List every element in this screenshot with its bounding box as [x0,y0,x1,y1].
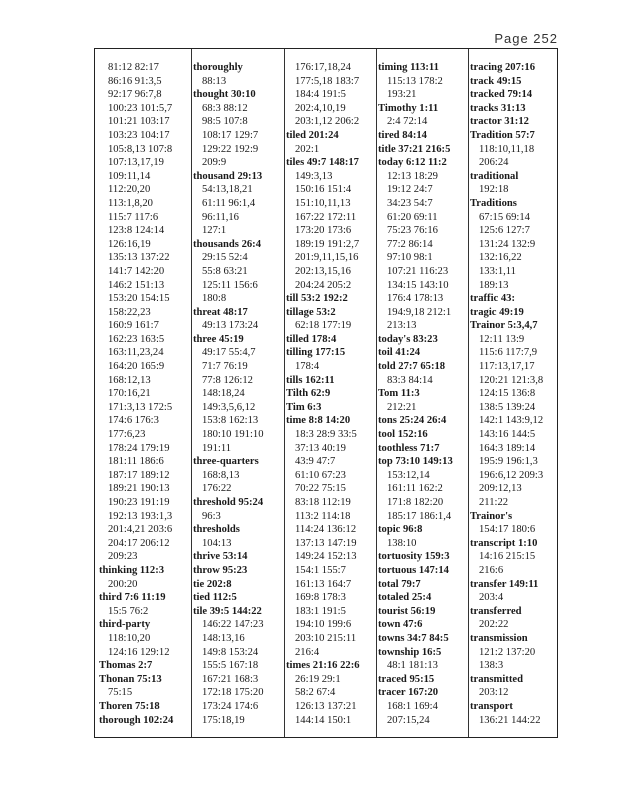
index-reference: 144:14 150:1 [295,714,352,726]
index-reference: 138:10 [387,537,417,549]
index-term: thinking 112:3 [99,564,165,576]
index-reference: 137:13 147:19 [295,537,357,549]
index-reference: 194:9,18 212:1 [387,306,452,318]
index-reference: 202:4,10,19 [295,102,346,114]
index-reference: 153:12,14 [387,469,430,481]
index-term: time 8:8 14:20 [286,415,351,427]
index-reference: 213:13 [387,320,417,332]
index-reference: 170:16,21 [108,388,151,400]
index-term: tracing 207:16 [470,62,536,73]
index-reference: 81:12 82:17 [108,62,159,73]
page-number: Page 252 [494,31,558,46]
index-reference: 202:13,15,16 [295,265,351,277]
index-reference: 107:21 116:23 [387,265,449,277]
index-reference: 131:24 132:9 [479,238,536,250]
index-reference: 209:9 [202,157,227,169]
index-reference: 168:8,13 [202,469,240,481]
index-term: title 37:21 216:5 [378,143,451,155]
index-reference: 77:8 126:12 [202,374,253,386]
index-term: tracks 31:13 [470,102,526,114]
index-reference: 216:6 [479,564,504,576]
index-term: town 47:6 [378,619,423,631]
index-reference: 75:23 76:16 [387,225,438,237]
index-reference: 118:10,11,18 [479,143,535,155]
index-term: traffic 43: [470,293,515,305]
index-reference: 178:4 [295,361,320,373]
index-reference: 168:12,13 [108,374,151,386]
index-reference: 138:5 139:24 [479,401,536,413]
index-reference: 58:2 67:4 [295,687,336,699]
index-reference: 14:16 215:15 [479,551,536,563]
index-term: Timothy 1:11 [378,102,439,114]
index-term: tile 39:5 144:22 [193,605,262,617]
index-term: Tilth 62:9 [286,388,331,400]
index-term: transcript 1:10 [470,537,538,549]
index-reference: 203:10 215:11 [295,632,357,644]
index-reference: 155:5 167:18 [202,660,259,672]
index-reference: 98:5 107:8 [202,116,248,128]
index-term: Tom 11:3 [378,388,420,400]
index-reference: 161:13 164:7 [295,578,352,590]
index-reference: 150:16 151:4 [295,184,352,196]
index-reference: 136:21 144:22 [479,714,541,726]
index-reference: 48:1 181:13 [387,660,438,672]
index-reference: 113:2 114:18 [295,510,351,522]
index-reference: 158:22,23 [108,306,151,318]
index-term: transmitted [470,673,523,685]
index-reference: 148:13,16 [202,632,245,644]
index-reference: 15:5 76:2 [108,605,149,617]
index-term: towns 34:7 84:5 [378,632,449,644]
index-term: tied 112:5 [193,592,237,604]
index-reference: 126:13 137:21 [295,700,357,712]
index-reference: 107:13,17,19 [108,157,164,169]
index-reference: 202:1 [295,143,320,155]
index-term: today 6:12 11:2 [378,157,447,169]
index-term: till 53:2 192:2 [286,293,348,305]
index-reference: 146:2 151:13 [108,279,165,291]
index-term: Traditions [470,197,517,209]
index-term: tortuosity 159:3 [378,551,450,563]
index-reference: 154:17 180:6 [479,524,536,536]
index-term: transmission [470,632,528,644]
index-reference: 181:11 186:6 [108,456,164,468]
index-reference: 133:1,11 [479,265,516,277]
index-reference: 96:3 [202,510,221,522]
index-reference: 185:17 186:1,4 [387,510,452,522]
index-term: Trainor's [470,510,513,522]
index-term: Thoren 75:18 [99,700,160,712]
index-reference: 211:22 [479,497,509,508]
index-reference: 120:21 121:3,8 [479,374,544,386]
index-reference: 163:11,23,24 [108,347,164,359]
index-term: tortuous 147:14 [378,564,449,576]
index-term: totaled 25:4 [378,592,432,604]
index-reference: 43:9 47:7 [295,456,336,468]
index-reference: 200:20 [108,578,138,590]
index-reference: 61:20 69:11 [387,211,438,223]
index-reference: 143:16 144:5 [479,429,536,441]
index-reference: 49:17 55:4,7 [202,347,256,359]
index-reference: 209:23 [108,551,138,563]
index-reference: 173:24 174:6 [202,700,259,712]
index-reference: 192:13 193:1,3 [108,510,173,522]
index-column-4 [378,61,453,727]
column-divider [191,49,192,737]
index-term: timing 113:11 [378,62,439,73]
index-reference: 189:21 190:13 [108,483,170,495]
index-term: tilling 177:15 [286,347,346,359]
index-column-2 [193,61,264,727]
index-reference: 191:11 [202,442,232,454]
index-reference: 96:11,16 [202,211,239,223]
index-reference: 115:13 178:2 [387,75,443,87]
index-reference: 154:1 155:7 [295,564,346,576]
index-reference: 68:3 88:12 [202,102,248,114]
index-reference: 189:13 [479,279,509,291]
index-term: tie 202:8 [193,578,232,590]
index-reference: 141:7 142:20 [108,265,165,277]
index-reference: 190:23 191:19 [108,497,170,508]
column-divider [376,49,377,737]
index-reference: 138:3 [479,660,504,672]
index-reference: 103:23 104:17 [108,129,170,141]
index-term: tourist 56:19 [378,605,436,617]
index-reference: 171:3,13 172:5 [108,401,173,413]
index-reference: 126:16,19 [108,238,151,250]
index-reference: 92:17 96:7,8 [108,89,162,101]
index-term: tractor 31:12 [470,116,529,128]
index-reference: 167:22 172:11 [295,211,357,223]
index-reference: 176:4 178:13 [387,293,444,305]
index-reference: 212:21 [387,401,417,413]
index-term: track 49:15 [470,75,522,87]
index-reference: 178:24 179:19 [108,442,170,454]
index-reference: 168:1 169:4 [387,700,438,712]
index-reference: 207:15,24 [387,714,430,726]
index-reference: 19:12 24:7 [387,184,433,196]
index-column-1 [99,61,173,727]
index-term: tilled 178:4 [286,333,337,345]
index-reference: 176:17,18,24 [295,62,351,73]
index-reference: 160:9 161:7 [108,320,159,332]
index-reference: 12:13 18:29 [387,170,438,182]
index-reference: 124:16 129:12 [108,646,170,658]
index-reference: 12:11 13:9 [479,333,525,345]
index-term: thousand 29:13 [193,170,263,182]
index-column-5 [470,61,543,727]
index-term: today's 83:23 [378,333,438,345]
index-term: Trainor 5:3,4,7 [470,320,538,332]
index-reference: 201:9,11,15,16 [295,252,359,264]
index-reference: 174:6 176:3 [108,415,159,427]
index-reference: 112:20,20 [108,184,151,196]
index-reference: 118:10,20 [108,632,151,644]
index-reference: 204:24 205:2 [295,279,352,291]
index-term: third 7:6 11:19 [99,592,166,604]
index-reference: 86:16 91:3,5 [108,75,162,87]
index-term: thrive 53:14 [193,551,248,563]
index-reference: 162:23 163:5 [108,333,165,345]
index-term: tracked 79:14 [470,89,533,101]
index-reference: 153:8 162:13 [202,415,259,427]
index-term: thought 30:10 [193,89,256,101]
index-reference: 61:10 67:23 [295,469,346,481]
index-reference: 117:13,17,17 [479,361,535,373]
index-term: thorough 102:24 [99,714,174,726]
index-reference: 184:4 191:5 [295,89,346,101]
index-reference: 192:18 [479,184,509,196]
index-term: traced 95:15 [378,673,435,685]
index-term: tillage 53:2 [286,306,336,318]
index-reference: 75:15 [108,687,133,699]
index-term: tired 84:14 [378,129,427,141]
index-reference: 169:8 178:3 [295,592,346,604]
index-reference: 132:16,22 [479,252,522,264]
index-term: topic 96:8 [378,524,423,536]
index-reference: 67:15 69:14 [479,211,530,223]
index-reference: 88:13 [202,75,227,87]
index-reference: 135:13 137:22 [108,252,170,264]
index-term: tills 162:11 [286,374,335,386]
index-reference: 206:24 [479,157,509,169]
index-reference: 193:21 [387,89,417,101]
index-term: township 16:5 [378,646,442,658]
index-term: transferred [470,605,522,617]
index-reference: 161:11 162:2 [387,483,443,495]
index-reference: 149:8 153:24 [202,646,259,658]
index-reference: 196:6,12 209:3 [479,469,544,481]
index-reference: 125:11 156:6 [202,279,258,291]
index-term: tiled 201:24 [286,129,339,141]
index-column-3 [286,61,360,727]
index-reference: 148:18,24 [202,388,245,400]
index-term: transfer 149:11 [470,578,539,590]
index-reference: 37:13 40:19 [295,442,346,454]
index-reference: 203:1,12 206:2 [295,116,360,128]
index-term: Tim 6:3 [286,401,322,413]
index-reference: 180:8 [202,293,227,305]
index-reference: 149:24 152:13 [295,551,357,563]
index-reference: 203:12 [479,687,509,699]
index-term: toothless 71:7 [378,442,440,454]
index-reference: 134:15 143:10 [387,279,449,291]
index-reference: 113:1,8,20 [108,197,153,209]
index-reference: 204:17 206:12 [108,537,170,549]
index-reference: 129:22 192:9 [202,143,259,155]
index-term: tracer 167:20 [378,687,439,699]
index-reference: 175:18,19 [202,714,245,726]
index-reference: 149:3,5,6,12 [202,401,256,413]
index-term: transport [470,700,513,712]
index-term: threshold 95:24 [193,497,264,508]
index-term: tragic 49:19 [470,306,524,318]
index-reference: 203:4 [479,592,504,604]
index-reference: 180:10 191:10 [202,429,264,441]
index-reference: 34:23 54:7 [387,197,433,209]
index-reference: 216:4 [295,646,320,658]
index-reference: 26:19 29:1 [295,673,341,685]
index-reference: 209:12,13 [479,483,522,495]
index-reference: 49:13 173:24 [202,320,259,332]
index-reference: 101:21 103:17 [108,116,170,128]
index-term: tool 152:16 [378,429,428,441]
index-reference: 153:20 154:15 [108,293,170,305]
index-reference: 71:7 76:19 [202,361,248,373]
index-reference: 164:20 165:9 [108,361,165,373]
index-term: tons 25:24 26:4 [378,415,447,427]
index-reference: 173:20 173:6 [295,225,352,237]
index-term: thresholds [193,524,240,536]
index-reference: 54:13,18,21 [202,184,253,196]
index-reference: 124:15 136:8 [479,388,536,400]
index-reference: 104:13 [202,537,232,549]
index-reference: 114:24 136:12 [295,524,357,536]
index-reference: 115:6 117:7,9 [479,347,538,359]
index-reference: 171:8 182:20 [387,497,444,508]
index-reference: 176:22 [202,483,232,495]
index-reference: 187:17 189:12 [108,469,170,481]
index-term: total 79:7 [378,578,421,590]
index-reference: 149:3,13 [295,170,333,182]
index-term: thousands 26:4 [193,238,262,250]
index-reference: 83:18 112:19 [295,497,351,508]
index-reference: 123:8 124:14 [108,225,165,237]
index-term: threat 48:17 [193,306,248,318]
index-reference: 83:3 84:14 [387,374,433,386]
index-reference: 167:21 168:3 [202,673,259,685]
index-term: throw 95:23 [193,564,248,576]
index-reference: 55:8 63:21 [202,265,248,277]
index-reference: 201:4,21 203:6 [108,524,173,536]
index-term: third-party [99,619,151,631]
index-reference: 97:10 98:1 [387,252,433,264]
index-reference: 151:10,11,13 [295,197,351,209]
index-reference: 172:18 175:20 [202,687,264,699]
index-term: three-quarters [193,456,259,468]
index-reference: 189:19 191:2,7 [295,238,360,250]
index-reference: 177:5,18 183:7 [295,75,360,87]
index-reference: 142:1 143:9,12 [479,415,544,427]
index-reference: 2:4 72:14 [387,116,428,128]
index-reference: 70:22 75:15 [295,483,346,495]
index-reference: 194:10 199:6 [295,619,352,631]
index-reference: 127:1 [202,225,227,237]
index-term: top 73:10 149:13 [378,456,453,468]
index-reference: 109:11,14 [108,170,151,182]
index-reference: 183:1 191:5 [295,605,346,617]
index-term: traditional [470,170,519,182]
index-term: times 21:16 22:6 [286,660,360,672]
index-reference: 195:9 196:1,3 [479,456,538,468]
index-reference: 100:23 101:5,7 [108,102,173,114]
index-reference: 125:6 127:7 [479,225,530,237]
index-term: Thomas 2:7 [99,660,153,672]
column-divider [284,49,285,737]
index-term: told 27:7 65:18 [378,361,446,373]
index-term: three 45:19 [193,333,244,345]
index-reference: 202:22 [479,619,509,631]
index-reference: 121:2 137:20 [479,646,536,658]
index-reference: 29:15 52:4 [202,252,248,264]
index-reference: 115:7 117:6 [108,211,159,223]
index-term: Thonan 75:13 [99,673,162,685]
index-reference: 62:18 177:19 [295,320,352,332]
index-term: toil 41:24 [378,347,421,359]
column-divider [468,49,469,737]
index-reference: 18:3 28:9 33:5 [295,429,357,441]
index-reference: 177:6,23 [108,429,146,441]
index-reference: 164:3 189:14 [479,442,536,454]
index-reference: 77:2 86:14 [387,238,433,250]
index-term: tiles 49:7 148:17 [286,157,359,169]
index-frame [94,48,558,738]
index-reference: 105:8,13 107:8 [108,143,173,155]
index-reference: 108:17 129:7 [202,129,259,141]
index-term: Tradition 57:7 [470,129,535,141]
index-reference: 146:22 147:23 [202,619,264,631]
index-term: thoroughly [193,62,243,73]
index-reference: 61:11 96:1,4 [202,197,256,209]
